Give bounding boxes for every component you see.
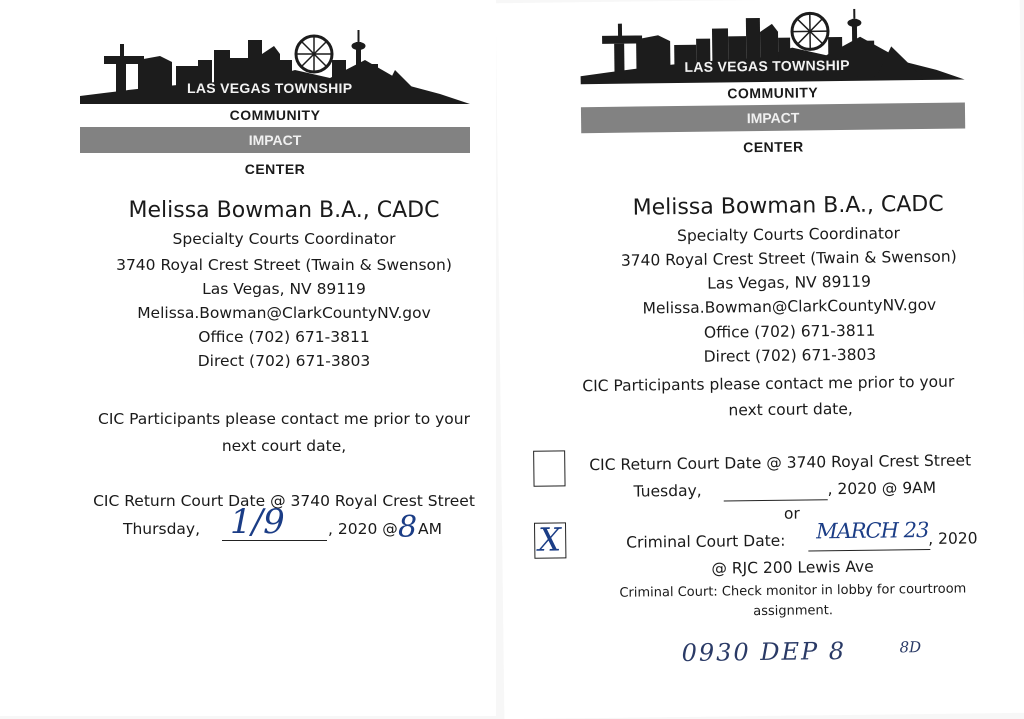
return-day: Thursday, — [123, 520, 200, 538]
or-separator: or — [502, 501, 1024, 526]
right-business-card — [496, 0, 1024, 719]
contact-instruction-line2: next court date, — [501, 397, 1024, 422]
criminal-court-note-line1: Criminal Court: Check monitor in lobby for courtroom — [503, 580, 1024, 602]
contact-instruction-line2: next court date, — [0, 437, 568, 455]
office-phone: Office (702) 671-3811 — [0, 328, 568, 346]
handwritten-checkmark: X — [538, 520, 561, 558]
return-date-blank — [724, 499, 828, 501]
logo-impact-bar: IMPACT — [581, 103, 965, 134]
direct-phone: Direct (702) 671-3803 — [500, 343, 1024, 368]
logo-impact-bar: IMPACT — [80, 127, 470, 153]
office-city: Las Vegas, NV 89119 — [499, 270, 1024, 295]
lv-township-logo — [580, 8, 966, 163]
logo-community-text: COMMUNITY — [581, 83, 965, 104]
criminal-court-location: @ RJC 200 Lewis Ave — [502, 555, 1024, 580]
return-time-suffix: AM — [418, 520, 442, 538]
handwritten-return-date: 1/9 — [230, 502, 285, 542]
lv-township-logo — [80, 30, 470, 180]
logo-community-text: COMMUNITY — [80, 107, 470, 123]
logo-center-text: CENTER — [80, 161, 470, 177]
logo-township-text: LAS VEGAS TOWNSHIP — [684, 57, 850, 75]
criminal-court-year: , 2020 — [928, 529, 978, 548]
return-day: Tuesday, — [634, 482, 702, 501]
contact-instruction-line1: CIC Participants please contact me prior to your — [582, 373, 954, 396]
return-year-time: , 2020 @ 9AM — [827, 479, 936, 498]
coordinator-title: Specialty Courts Coordinator — [498, 222, 1024, 247]
email-address: Melissa.Bowman@ClarkCountyNV.gov — [0, 304, 568, 322]
left-business-card — [0, 0, 496, 716]
contact-instruction-line1: CIC Participants please contact me prior to your — [0, 410, 568, 428]
criminal-court-label: Criminal Court Date: — [626, 532, 785, 552]
return-court-line: CIC Return Court Date @ 3740 Royal Crest Street — [589, 451, 971, 474]
office-phone: Office (702) 671-3811 — [500, 319, 1024, 344]
return-court-line: CIC Return Court Date @ 3740 Royal Crest Street — [0, 492, 568, 510]
coordinator-title: Specialty Courts Coordinator — [0, 230, 568, 248]
handwritten-initials: 8D — [899, 638, 921, 656]
criminal-date-blank — [808, 549, 930, 551]
logo-township-text: LAS VEGAS TOWNSHIP — [187, 80, 352, 96]
coordinator-name: Melissa Bowman B.A., CADC — [0, 198, 568, 223]
criminal-court-note-line2: assignment. — [503, 600, 1024, 622]
office-address: 3740 Royal Crest Street (Twain & Swenson) — [0, 256, 568, 274]
return-year-time: , 2020 @ — [328, 520, 398, 538]
handwritten-hour: 8 — [398, 510, 417, 545]
handwritten-criminal-date: MARCH 23 — [816, 518, 929, 543]
handwritten-footer-note: 0930 DEP 8 — [681, 637, 846, 667]
skyline-icon — [580, 8, 965, 87]
coordinator-name: Melissa Bowman B.A., CADC — [498, 190, 1024, 222]
office-address: 3740 Royal Crest Street (Twain & Swenson) — [499, 246, 1024, 271]
return-court-checkbox[interactable] — [533, 450, 565, 486]
office-city: Las Vegas, NV 89119 — [0, 280, 568, 298]
logo-center-text: CENTER — [581, 136, 965, 157]
email-address: Melissa.Bowman@ClarkCountyNV.gov — [499, 294, 1024, 319]
direct-phone: Direct (702) 671-3803 — [0, 352, 568, 370]
